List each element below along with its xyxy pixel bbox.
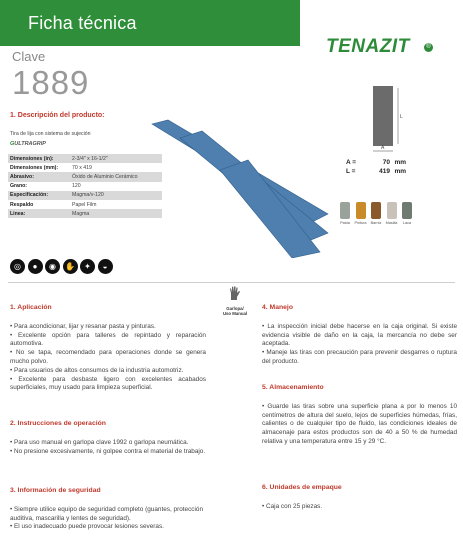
list-item: • El uso inadecuado puede provocar lesiones severas.	[10, 523, 164, 531]
section-instrucciones	[10, 420, 206, 456]
sandpaper-strips-image	[150, 118, 330, 258]
application-icon	[356, 202, 366, 219]
section-seguridad	[10, 487, 206, 532]
spec-value: 120	[72, 183, 81, 190]
brand-logo: TENAZIT	[326, 36, 410, 57]
list-item: • Excelente para desbaste ligero con excelentes acabados superficiales, muy usado para limpieza superficial.	[10, 375, 206, 392]
mask-icon: ●	[28, 259, 43, 274]
seguridad-title: 3. Información de seguridad	[10, 487, 101, 494]
dim-l-unit: mm	[394, 168, 406, 175]
clave-number: 1889	[12, 64, 90, 101]
list-item: • No se tapa, recomendado para operaciones donde se genera mucho polvo.	[10, 349, 206, 365]
list-item: • Caja con 25 piezas.	[262, 502, 323, 510]
empaque-title: 6. Unidades de empaque	[262, 484, 342, 491]
spec-value: 70 x 419	[72, 164, 92, 171]
dimensions-summary	[346, 159, 406, 177]
application-icon	[387, 202, 397, 219]
application-item	[399, 202, 415, 225]
garlopa-manual-badge	[219, 285, 251, 316]
ultragrip-logo	[10, 141, 46, 147]
goggles-icon: ◎	[10, 259, 25, 274]
list-item: • La inspección inicial debe hacerse en la caja original. Si existe evidencia visible de daño en la caja, la mercancía no debe ser aceptada.	[262, 322, 457, 348]
spec-value: Magma	[72, 210, 90, 217]
ultragrip-mark: G	[10, 141, 15, 147]
spec-row	[8, 163, 162, 172]
spec-value: 2-3/4" x 16-1/2"	[72, 155, 108, 162]
list-item: • No presione excesivamente, ni golpee contra el material de trabajo.	[10, 447, 206, 455]
spec-key: Linea:	[10, 210, 26, 217]
dim-a-value: 70	[382, 159, 390, 166]
dim-a-label: A =	[346, 159, 357, 166]
safety-helmet-icon: ◒	[98, 259, 113, 274]
spec-key: Grano:	[10, 183, 28, 190]
application-icon	[402, 202, 412, 219]
description-subtitle: Tira de lija con sistema de sujeción	[10, 131, 91, 137]
section-almacenamiento	[262, 384, 457, 447]
registered-mark: ®	[424, 43, 433, 52]
dim-a-unit: mm	[394, 159, 406, 166]
spec-key: Especificación:	[10, 192, 49, 199]
glove-label-1: Garlopa/	[226, 306, 244, 311]
spec-table	[8, 154, 162, 218]
list-item: • Guarde las tiras sobre una superficie plana a por lo menos 10 centímetros de altura del suelo, lejos de superficies húmedas, frías, calientes o de cualquier tipo de fluido, las condiciones ideales de almacenaje para estos productos son de 40 a 50 % de humedad relativa y una temperatura entre 15 y 29 °C.	[262, 402, 457, 445]
spec-row	[8, 200, 162, 209]
list-item: • Maneje las tiras con precaución para prevenir desgarres o ruptura del producto.	[262, 349, 457, 365]
application-item	[384, 202, 400, 225]
list-item: • Excelente opción para talleres de repintado y reparación automotiva.	[10, 331, 206, 348]
dim-l-value: 419	[379, 168, 390, 175]
application-item	[353, 202, 369, 225]
spec-row	[8, 191, 162, 200]
section-divider	[8, 282, 455, 283]
gloves-icon: ✋	[63, 259, 78, 274]
diagram-l-label: L	[400, 114, 403, 120]
application-label: Barniz	[370, 221, 382, 225]
application-label: Pintura	[354, 221, 367, 225]
application-label: Masilla	[385, 221, 398, 225]
spec-row	[8, 154, 162, 163]
list-item: • Para usuarios de altos consumos de la industria automotriz.	[10, 366, 184, 374]
glove-icon	[227, 285, 243, 301]
spec-row	[8, 209, 162, 218]
list-item: • Siempre utilice equipo de seguridad completo (guantes, protección auditiva, mascarilla y lentes de seguridad).	[10, 505, 204, 522]
list-item: • Para uso manual en garlopa clave 1992 o garlopa neumática.	[10, 438, 189, 446]
section-manejo	[262, 304, 457, 367]
spec-value: Papel Film	[72, 201, 97, 208]
application-label: Laca	[402, 221, 412, 225]
application-item	[368, 202, 384, 225]
manejo-title: 4. Manejo	[262, 304, 293, 311]
spec-value: Magma/v-120	[72, 192, 104, 199]
application-icon	[340, 202, 350, 219]
page-title: Ficha técnica	[28, 13, 137, 33]
ear-protection-icon: ◉	[45, 259, 60, 274]
sanding-hazard-icon: ✦	[80, 259, 95, 274]
application-item	[337, 202, 353, 225]
dim-l-label: L =	[346, 168, 356, 175]
spec-value: Óxido de Aluminio Cerámico	[72, 173, 138, 180]
description-title: 1. Descripción del producto:	[10, 112, 105, 119]
glove-label-2: Uso Manual	[222, 311, 248, 316]
section-empaque	[262, 484, 457, 512]
application-label: Pasta	[340, 221, 350, 225]
spec-key: Respaldo	[10, 201, 34, 208]
spec-row	[8, 172, 162, 181]
list-item: • Para acondicionar, lijar y resanar pasta y pinturas.	[10, 322, 156, 330]
spec-key: Abrasivo:	[10, 173, 34, 180]
ultragrip-text: ULTRAGRIP	[14, 141, 46, 147]
almacenamiento-title: 5. Almacenamiento	[262, 384, 324, 391]
section-aplicacion	[10, 304, 206, 393]
spec-key: Dimensiones (mm):	[10, 164, 59, 171]
diagram-a-label: A	[381, 145, 385, 151]
clave-label: Clave	[12, 49, 46, 64]
strip-dimension-diagram	[370, 86, 406, 158]
spec-key: Dimensiones (in):	[10, 155, 54, 162]
spec-row	[8, 182, 162, 191]
instrucciones-title: 2. Instrucciones de operación	[10, 420, 106, 427]
aplicacion-title: 1. Aplicación	[10, 304, 52, 311]
application-icon	[371, 202, 381, 219]
